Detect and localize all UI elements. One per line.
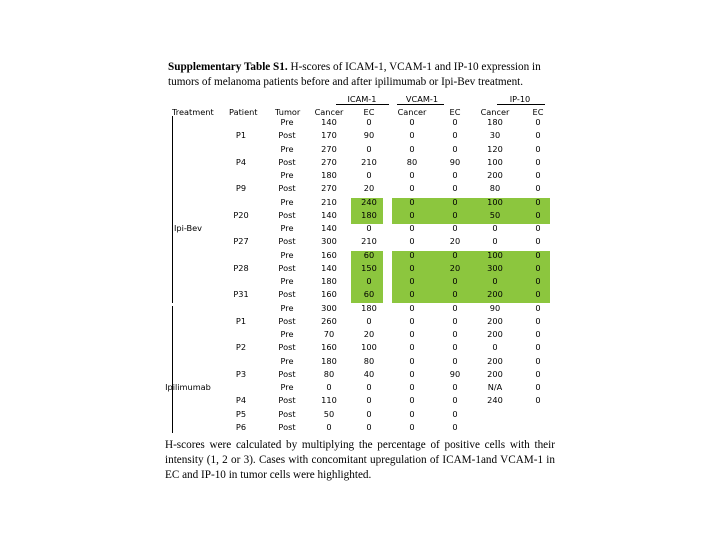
cell-tumor: Pre [280,355,294,366]
cell-vcam-ec: 0 [452,223,458,233]
cell-ip10-cancer: 80 [489,183,501,194]
cell-vcam-ec: 0 [452,170,458,180]
patient-label: P6 [235,421,247,432]
cell-vcam-cancer: 0 [409,236,415,247]
caption-title: Supplementary Table S1. [168,61,288,73]
header-treatment: Treatment [172,107,214,117]
table-caption [168,60,568,90]
patient-label: P31 [233,289,249,300]
cell-vcam-ec: 0 [452,382,458,392]
cell-vcam-ec: 0 [452,289,458,300]
cell-ip10-ec: 0 [535,315,541,326]
cell-tumor: Pre [280,117,294,127]
cell-vcam-cancer: 0 [409,408,415,419]
cell-icam-cancer: 300 [321,236,337,247]
cell-vcam-ec: 90 [449,368,461,379]
cell-vcam-ec: 0 [452,183,458,194]
header-icam-1: ICAM-1 [347,94,377,104]
cell-icam-cancer: 0 [326,421,332,432]
treatment-group-label: Ipi-Bev [173,223,203,233]
header-icam-cancer: Cancer [314,107,344,117]
cell-icam-ec: 0 [366,223,372,233]
cell-ip10-ec: 0 [535,276,541,286]
cell-ip10-cancer: 0 [492,236,498,247]
cell-tumor: Post [278,183,296,194]
header-vcam-ec: EC [449,107,461,117]
cell-ip10-ec: 0 [535,117,541,127]
cell-icam-cancer: 270 [321,183,337,194]
patient-label: P1 [235,130,247,141]
header-ip10-ec: EC [532,107,544,117]
cell-tumor: Post [278,130,296,141]
cell-icam-ec: 0 [366,421,372,432]
cell-vcam-ec: 0 [452,209,458,220]
cell-icam-ec: 180 [361,209,377,220]
cell-tumor: Pre [280,276,294,286]
cell-ip10-cancer: 0 [492,276,498,286]
patient-label: P1 [235,315,247,326]
row-divider [172,116,173,303]
cell-ip10-cancer: 200 [487,289,503,300]
cell-ip10-ec: 0 [535,289,541,300]
cell-ip10-cancer: 200 [487,368,503,379]
cell-vcam-ec: 0 [452,302,458,313]
cell-vcam-cancer: 0 [409,183,415,194]
cell-icam-cancer: 210 [321,196,337,207]
cell-icam-ec: 60 [363,289,375,300]
patient-label: P27 [233,236,249,247]
cell-tumor: Pre [280,329,294,339]
cell-icam-cancer: 160 [321,342,337,353]
cell-icam-cancer: 140 [321,117,337,127]
cell-icam-ec: 100 [361,342,377,353]
cell-vcam-ec: 20 [449,236,461,247]
patient-label: P20 [233,209,249,220]
cell-ip10-ec: 0 [535,130,541,141]
cell-tumor: Pre [280,196,294,207]
row-divider [172,306,173,433]
cell-ip10-ec: 0 [535,302,541,313]
cell-ip10-ec: 0 [535,236,541,247]
cell-icam-ec: 0 [366,382,372,392]
cell-icam-cancer: 180 [321,355,337,366]
cell-vcam-cancer: 0 [409,302,415,313]
cell-icam-ec: 240 [361,196,377,207]
cell-vcam-ec: 0 [452,249,458,260]
cell-vcam-cancer: 0 [409,421,415,432]
cell-tumor: Post [278,368,296,379]
cell-icam-cancer: 140 [321,209,337,220]
cell-vcam-cancer: 0 [409,368,415,379]
cell-tumor: Post [278,236,296,247]
cell-vcam-cancer: 0 [409,382,415,392]
cell-icam-ec: 210 [361,236,377,247]
cell-icam-ec: 0 [366,395,372,406]
cell-icam-ec: 40 [363,368,375,379]
cell-icam-ec: 0 [366,143,372,154]
cell-tumor: Pre [280,143,294,154]
cell-icam-cancer: 170 [321,130,337,141]
cell-ip10-cancer: 100 [487,196,503,207]
patient-label: P5 [235,408,247,419]
cell-icam-ec: 0 [366,170,372,180]
cell-icam-ec: 210 [361,156,377,167]
cell-icam-ec: 0 [366,408,372,419]
cell-ip10-ec: 0 [535,342,541,353]
cell-ip10-cancer: 300 [487,262,503,273]
cell-icam-cancer: 80 [323,368,335,379]
cell-tumor: Pre [280,170,294,180]
cell-icam-ec: 60 [363,249,375,260]
cell-icam-cancer: 180 [321,170,337,180]
cell-ip10-cancer: 200 [487,355,503,366]
patient-label: P9 [235,183,247,194]
cell-vcam-ec: 0 [452,315,458,326]
cell-ip10-cancer: 30 [489,130,501,141]
cell-vcam-ec: 0 [452,117,458,127]
header-ip-10: IP-10 [509,94,531,104]
cell-icam-ec: 0 [366,315,372,326]
cell-ip10-cancer: 0 [492,223,498,233]
cell-vcam-cancer: 0 [409,117,415,127]
cell-ip10-ec: 0 [535,143,541,154]
cell-vcam-ec: 0 [452,408,458,419]
cell-icam-ec: 0 [366,117,372,127]
patient-label: P4 [235,156,247,167]
cell-tumor: Pre [280,382,294,392]
cell-icam-ec: 20 [363,183,375,194]
cell-icam-cancer: 160 [321,289,337,300]
header-icam-ec: EC [363,107,375,117]
cell-ip10-cancer: 240 [487,395,503,406]
patient-label: P2 [235,342,247,353]
cell-icam-cancer: 140 [321,223,337,233]
cell-icam-cancer: 180 [321,276,337,286]
cell-ip10-cancer: 180 [487,117,503,127]
cell-vcam-cancer: 0 [409,342,415,353]
cell-ip10-cancer: 50 [489,209,501,220]
cell-icam-cancer: 270 [321,156,337,167]
cell-vcam-ec: 0 [452,329,458,339]
cell-vcam-cancer: 0 [409,329,415,339]
cell-icam-cancer: 0 [326,382,332,392]
header-underline [497,104,545,105]
cell-tumor: Post [278,408,296,419]
cell-icam-cancer: 110 [321,395,337,406]
cell-vcam-ec: 0 [452,342,458,353]
cell-tumor: Pre [280,223,294,233]
cell-vcam-ec: 0 [452,130,458,141]
cell-tumor: Post [278,289,296,300]
cell-ip10-cancer: 0 [492,342,498,353]
cell-ip10-ec: 0 [535,355,541,366]
cell-vcam-cancer: 0 [409,276,415,286]
cell-ip10-ec: 0 [535,209,541,220]
header-tumor: Tumor [275,107,301,117]
cell-vcam-ec: 90 [449,156,461,167]
cell-icam-ec: 20 [363,329,375,339]
cell-ip10-ec: 0 [535,262,541,273]
cell-icam-ec: 90 [363,130,375,141]
cell-ip10-cancer: 200 [487,329,503,339]
cell-icam-ec: 150 [361,262,377,273]
cell-ip10-cancer: 90 [489,302,501,313]
header-ip10-cancer: Cancer [480,107,510,117]
cell-ip10-ec: 0 [535,170,541,180]
cell-tumor: Post [278,156,296,167]
cell-vcam-cancer: 0 [409,355,415,366]
cell-vcam-ec: 0 [452,276,458,286]
cell-icam-ec: 0 [366,276,372,286]
cell-vcam-cancer: 0 [409,249,415,260]
cell-ip10-ec: 0 [535,382,541,392]
cell-vcam-cancer: 80 [406,156,418,167]
header-underline [397,104,444,105]
cell-icam-cancer: 270 [321,143,337,154]
cell-vcam-cancer: 0 [409,209,415,220]
cell-ip10-ec: 0 [535,156,541,167]
patient-label: P4 [235,395,247,406]
cell-icam-ec: 80 [363,355,375,366]
patient-label: P28 [233,262,249,273]
header-underline [336,104,389,105]
cell-ip10-ec: 0 [535,329,541,339]
cell-ip10-ec: 0 [535,196,541,207]
patient-label: P3 [235,368,247,379]
cell-icam-ec: 180 [361,302,377,313]
cell-icam-cancer: 70 [323,329,335,339]
cell-tumor: Post [278,315,296,326]
cell-ip10-ec: 0 [535,368,541,379]
cell-vcam-cancer: 0 [409,289,415,300]
header-vcam-1: VCAM-1 [405,94,439,104]
cell-icam-cancer: 300 [321,302,337,313]
cell-icam-cancer: 140 [321,262,337,273]
cell-ip10-cancer: 200 [487,315,503,326]
table-footnote: H-scores were calculated by multiplying the percentage of positive cells with their intensity (1, 2 or 3). Cases with concomitant upregulation of ICAM-1and VCAM-1 in EC and IP-10 in tumor cells were highlighted. [165,439,555,481]
caption-text: H-scores of ICAM-1, VCAM-1 and IP-10 expression in tumors of melanoma patients before and after ipilimumab or Ipi-Bev treatment. [168,61,541,88]
cell-tumor: Post [278,342,296,353]
cell-vcam-cancer: 0 [409,196,415,207]
cell-vcam-cancer: 0 [409,262,415,273]
cell-vcam-cancer: 0 [409,395,415,406]
cell-icam-cancer: 160 [321,249,337,260]
cell-vcam-ec: 20 [449,262,461,273]
header-patient: Patient [229,107,258,117]
cell-tumor: Pre [280,302,294,313]
header-vcam-cancer: Cancer [397,107,427,117]
cell-ip10-cancer: 200 [487,170,503,180]
cell-vcam-ec: 0 [452,395,458,406]
cell-ip10-cancer: 120 [487,143,503,154]
cell-icam-cancer: 50 [323,408,335,419]
cell-tumor: Post [278,395,296,406]
cell-vcam-cancer: 0 [409,315,415,326]
cell-tumor: Post [278,421,296,432]
cell-ip10-cancer: N/A [487,382,503,392]
cell-icam-cancer: 260 [321,315,337,326]
cell-vcam-cancer: 0 [409,223,415,233]
treatment-group-label: Ipilimumab [165,382,211,392]
cell-vcam-cancer: 0 [409,130,415,141]
cell-ip10-cancer: 100 [487,156,503,167]
cell-vcam-ec: 0 [452,196,458,207]
cell-ip10-ec: 0 [535,223,541,233]
cell-vcam-ec: 0 [452,355,458,366]
cell-ip10-ec: 0 [535,395,541,406]
cell-vcam-ec: 0 [452,143,458,154]
cell-vcam-ec: 0 [452,421,458,432]
cell-ip10-ec: 0 [535,249,541,260]
cell-ip10-cancer: 100 [487,249,503,260]
cell-vcam-cancer: 0 [409,143,415,154]
cell-tumor: Pre [280,249,294,260]
cell-vcam-cancer: 0 [409,170,415,180]
cell-tumor: Post [278,262,296,273]
cell-tumor: Post [278,209,296,220]
cell-ip10-ec: 0 [535,183,541,194]
